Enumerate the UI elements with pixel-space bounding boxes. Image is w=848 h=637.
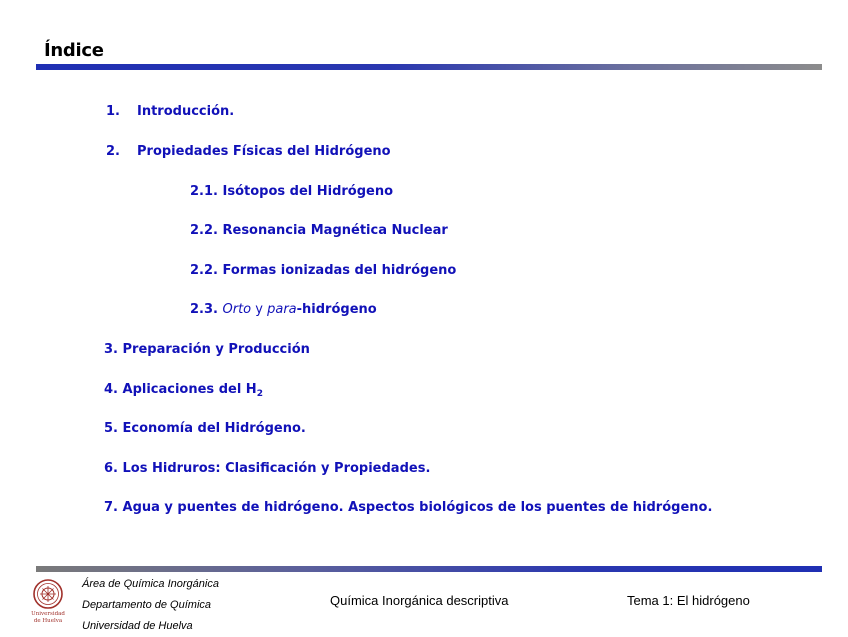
toc-item-label: 4. Aplicaciones del H (104, 382, 257, 397)
toc-item-2-3[interactable] (190, 302, 377, 318)
university-seal-icon (30, 578, 66, 626)
toc-item-label: 6. Los Hidruros: Clasificación y Propiedades. (104, 461, 431, 476)
svg-text:de Huelva: de Huelva (33, 618, 63, 624)
department-info (82, 574, 219, 637)
toc-item-2-1[interactable] (190, 184, 393, 200)
footer-university: Universidad de Huelva (82, 620, 193, 632)
toc-item-2-2-rmn[interactable] (190, 223, 448, 239)
toc-item-prefix: 2.3. (190, 302, 223, 317)
toc-item-3[interactable] (104, 342, 310, 358)
toc-item-number: 1. (106, 104, 120, 119)
toc-item-1[interactable] (106, 104, 234, 120)
toc-item-para: para (267, 302, 297, 317)
svg-text:Universidad: Universidad (31, 611, 65, 617)
toc-item-label: Introducción. (137, 104, 235, 119)
toc-item-label: Propiedades Físicas del Hidrógeno (137, 144, 391, 159)
toc-item-4[interactable] (104, 382, 263, 402)
title-divider (36, 64, 822, 70)
toc-item-label: 5. Economía del Hidrógeno. (104, 421, 306, 436)
toc-item-suffix: -hidrógeno (296, 302, 377, 317)
footer-topic: Tema 1: El hidrógeno (627, 593, 750, 608)
toc-item-label: 7. Agua y puentes de hidrógeno. Aspectos biológicos de los puentes de hidrógeno. (104, 500, 713, 515)
toc-item-orto: Orto (222, 302, 252, 317)
toc-item-6[interactable] (104, 461, 430, 477)
toc-item-label: 3. Preparación y Producción (104, 342, 310, 357)
toc-item-label: 2.2. Formas ionizadas del hidrógeno (190, 263, 457, 278)
toc-item-subscript: 2 (256, 389, 263, 399)
footer-divider (36, 566, 822, 572)
toc-item-2-2-formas[interactable] (190, 263, 456, 279)
toc-item-label: 2.2. Resonancia Magnética Nuclear (190, 223, 448, 238)
page-title: Índice (44, 40, 104, 61)
footer-area: Área de Química Inorgánica (82, 578, 219, 590)
toc-item-number: 2. (106, 144, 120, 159)
toc-item-7[interactable] (104, 500, 712, 516)
toc-item-5[interactable] (104, 421, 306, 437)
toc-item-2[interactable] (106, 144, 391, 160)
footer-department: Departamento de Química (82, 599, 212, 611)
footer-course-title: Química Inorgánica descriptiva (330, 593, 509, 608)
toc-item-label: 2.1. Isótopos del Hidrógeno (190, 184, 394, 199)
toc-item-and: y (251, 302, 268, 317)
